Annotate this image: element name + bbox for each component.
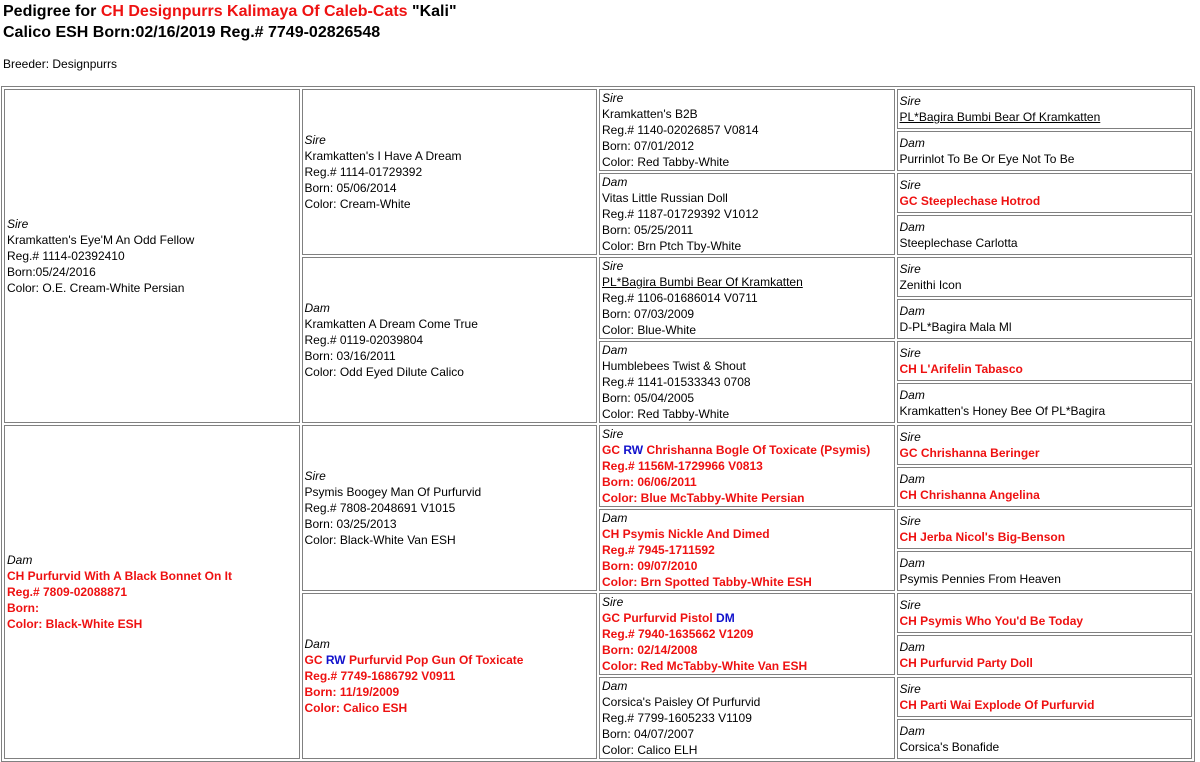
- gen4-cell: [897, 173, 1193, 213]
- cat-name-line: [305, 652, 595, 668]
- relation-label: Sire: [602, 91, 624, 105]
- gen4-cell: [897, 635, 1193, 675]
- relation-label: Dam: [899, 220, 925, 234]
- cat-born: Born:05/24/2016: [7, 265, 96, 279]
- cat-born: Born: 03/25/2013: [304, 517, 397, 531]
- cat-name: CH Purfurvid With A Black Bonnet On It: [7, 569, 233, 583]
- cat-born: Born: 07/01/2012: [602, 139, 695, 153]
- cat-born: Born: 11/19/2009: [304, 685, 400, 699]
- cat-color: Color: Blue McTabby-White Persian: [602, 491, 805, 505]
- cat-details: Calico ESH Born:02/16/2019 Reg.# 7749-02826548: [3, 24, 381, 41]
- gen3-ddd-cell: [599, 677, 895, 759]
- cat-color: Color: Cream-White: [304, 197, 411, 211]
- cat-name: CH Parti Wai Explode Of Purfurvid: [899, 698, 1095, 712]
- relation-label: Dam: [602, 343, 628, 357]
- cat-born: Born:: [7, 601, 39, 615]
- gen4-cell: [897, 131, 1193, 171]
- cat-color: Color: O.E. Cream-White Persian: [7, 281, 185, 295]
- cat-name: Kramkatten's Honey Bee Of PL*Bagira: [899, 404, 1106, 418]
- gen4-cell: [897, 719, 1193, 759]
- gen3-dsd-cell: [599, 509, 895, 591]
- title-gc: GC: [304, 653, 323, 667]
- relation-label: Sire: [899, 178, 921, 192]
- relation-label: Dam: [899, 136, 925, 150]
- cat-born: Born: 05/25/2011: [602, 223, 694, 237]
- gen4-cell: [897, 677, 1193, 717]
- page-header: [3, 0, 1193, 71]
- gen4-cell: [897, 257, 1193, 297]
- relation-label: Sire: [899, 346, 921, 360]
- relation-label: Sire: [899, 682, 921, 696]
- cat-name: Zenithi Icon: [899, 278, 962, 292]
- cat-name: Vitas Little Russian Doll: [602, 191, 728, 205]
- cat-color: Color: Red Tabby-White: [602, 407, 730, 421]
- relation-label: Sire: [602, 595, 624, 609]
- cat-reg: Reg.# 1114-01729392: [304, 165, 423, 179]
- cat-reg: Reg.# 1156M-1729966 V0813: [602, 459, 763, 473]
- relation-label: Dam: [304, 637, 330, 651]
- gen4-cell: [897, 593, 1193, 633]
- cat-color: Color: Calico ESH: [304, 701, 408, 715]
- cat-name: Purrinlot To Be Or Eye Not To Be: [899, 152, 1075, 166]
- gen4-cell: [897, 551, 1193, 591]
- gen3-ssd-cell: [599, 173, 895, 255]
- cat-reg: Reg.# 1141-01533343 0708: [602, 375, 751, 389]
- relation-label: Dam: [7, 553, 33, 567]
- cat-born: Born: 05/04/2005: [602, 391, 695, 405]
- cat-color: Color: Blue-White: [602, 323, 697, 337]
- relation-label: Sire: [899, 262, 921, 276]
- gen3-sds-cell: [599, 257, 895, 339]
- cat-name: GC Purfurvid Pistol: [602, 611, 713, 625]
- relation-label: Dam: [899, 388, 925, 402]
- gen3-dss-cell: [599, 425, 895, 507]
- cat-born: Born: 03/16/2011: [304, 349, 396, 363]
- gen4-cell: [897, 215, 1193, 255]
- cat-name: Kramkatten's I Have A Dream: [304, 149, 462, 163]
- relation-label: Dam: [899, 556, 925, 570]
- pedigree-table: [1, 86, 1195, 762]
- relation-label: Sire: [899, 514, 921, 528]
- cat-name: Kramkatten's B2B: [602, 107, 698, 121]
- cat-name-line: [602, 442, 892, 458]
- relation-label: Sire: [899, 598, 921, 612]
- cat-name: Steeplechase Carlotta: [899, 236, 1018, 250]
- relation-label: Dam: [602, 175, 628, 189]
- cat-name: D-PL*Bagira Mala Ml: [899, 320, 1012, 334]
- cat-name-link[interactable]: PL*Bagira Bumbi Bear Of Kramkatten: [899, 110, 1101, 124]
- cat-name: CH Psymis Who You'd Be Today: [899, 614, 1084, 628]
- cat-name: Psymis Pennies From Heaven: [899, 572, 1061, 586]
- gen4-cell: [897, 341, 1193, 381]
- cat-reg: Reg.# 1106-01686014 V0711: [602, 291, 758, 305]
- title-rw: RW: [325, 653, 346, 667]
- cat-reg: Reg.# 7808-2048691 V1015: [304, 501, 456, 515]
- relation-label: Sire: [7, 217, 29, 231]
- cat-name: Kramkatten A Dream Come True: [304, 317, 478, 331]
- gen4-cell: [897, 299, 1193, 339]
- cat-born: Born: 06/06/2011: [602, 475, 697, 489]
- title-dm: DM: [716, 611, 735, 625]
- gen4-cell: [897, 383, 1193, 423]
- gen4-cell: [897, 425, 1193, 465]
- gen2-ds-cell: [302, 425, 598, 591]
- title-prefix: Pedigree for: [3, 3, 101, 20]
- cat-name: Corsica's Bonafide: [899, 740, 1000, 754]
- cat-reg: Reg.# 7945-1711592: [602, 543, 715, 557]
- cat-name: Humblebees Twist & Shout: [602, 359, 746, 373]
- cat-reg: Reg.# 1114-02392410: [7, 249, 125, 263]
- gen4-cell: [897, 509, 1193, 549]
- title-rw: RW: [623, 443, 644, 457]
- cat-name: CH L'Arifelin Tabasco: [899, 362, 1023, 376]
- cat-reg: Reg.# 7809-02088871: [7, 585, 128, 599]
- gen2-dd-cell: [302, 593, 598, 759]
- cat-born: Born: 04/07/2007: [602, 727, 695, 741]
- gen4-cell: [897, 467, 1193, 507]
- relation-label: Dam: [602, 679, 628, 693]
- cat-color: Color: Calico ELH: [602, 743, 698, 757]
- relation-label: Dam: [899, 304, 925, 318]
- relation-label: Sire: [602, 259, 624, 273]
- cat-name: GC Chrishanna Beringer: [899, 446, 1040, 460]
- cat-color: Color: Brn Spotted Tabby-White ESH: [602, 575, 812, 589]
- cat-born: Born: 09/07/2010: [602, 559, 698, 573]
- relation-label: Sire: [899, 430, 921, 444]
- cat-color: Color: Brn Ptch Tby-White: [602, 239, 742, 253]
- cat-reg: Reg.# 7799-1605233 V1109: [602, 711, 752, 725]
- relation-label: Dam: [602, 511, 628, 525]
- cat-reg: Reg.# 0119-02039804: [304, 333, 424, 347]
- cat-reg: Reg.# 1187-01729392 V1012: [602, 207, 759, 221]
- gen1-dam-cell: [4, 425, 300, 759]
- cat-born: Born: 02/14/2008: [602, 643, 698, 657]
- gen3-sss-cell: [599, 89, 895, 171]
- cat-name: Corsica's Paisley Of Purfurvid: [602, 695, 761, 709]
- cat-reg: Reg.# 7940-1635662 V1209: [602, 627, 754, 641]
- gen2-sd-cell: [302, 257, 598, 423]
- gen3-sdd-cell: [599, 341, 895, 423]
- cat-reg: Reg.# 7749-1686792 V0911: [304, 669, 456, 683]
- gen2-ss-cell: [302, 89, 598, 255]
- cat-reg: Reg.# 1140-02026857 V0814: [602, 123, 759, 137]
- relation-label: Dam: [899, 472, 925, 486]
- cat-name: GC Steeplechase Hotrod: [899, 194, 1041, 208]
- cat-nickname: "Kali": [407, 3, 457, 20]
- title-gc: GC: [602, 443, 620, 457]
- cat-name: CH Jerba Nicol's Big-Benson: [899, 530, 1066, 544]
- cat-born: Born: 05/06/2014: [304, 181, 397, 195]
- cat-name-link[interactable]: PL*Bagira Bumbi Bear Of Kramkatten: [602, 275, 803, 289]
- gen4-cell: [897, 89, 1193, 129]
- relation-label: Sire: [304, 133, 326, 147]
- cat-color: Color: Red Tabby-White: [602, 155, 730, 169]
- cat-born: Born: 07/03/2009: [602, 307, 695, 321]
- cat-name: Psymis Boogey Man Of Purfurvid: [304, 485, 482, 499]
- cat-name: Purfurvid Pop Gun Of Toxicate: [348, 653, 524, 667]
- cat-color: Color: Red McTabby-White Van ESH: [602, 659, 808, 673]
- relation-label: Sire: [304, 469, 326, 483]
- cat-name: Kramkatten's Eye'M An Odd Fellow: [7, 233, 195, 247]
- cat-color: Color: Odd Eyed Dilute Calico: [304, 365, 464, 379]
- gen3-dds-cell: [599, 593, 895, 675]
- cat-name: CH Purfurvid Party Doll: [899, 656, 1033, 670]
- cat-color: Color: Black-White Van ESH: [304, 533, 456, 547]
- breeder-info: Breeder: Designpurrs: [3, 57, 118, 71]
- cat-name-line: [602, 610, 892, 626]
- relation-label: Dam: [899, 640, 925, 654]
- gen1-sire-cell: [4, 89, 300, 423]
- page-title: [3, 2, 1193, 22]
- relation-label: Dam: [899, 724, 925, 738]
- cat-name: CH Psymis Nickle And Dimed: [602, 527, 770, 541]
- cat-name: Chrishanna Bogle Of Toxicate (Psymis): [646, 443, 871, 457]
- relation-label: Dam: [304, 301, 330, 315]
- cat-name: CH Chrishanna Angelina: [899, 488, 1040, 502]
- cat-name: CH Designpurrs Kalimaya Of Caleb-Cats: [100, 3, 408, 20]
- relation-label: Sire: [602, 427, 624, 441]
- relation-label: Sire: [899, 94, 921, 108]
- cat-color: Color: Black-White ESH: [7, 617, 143, 631]
